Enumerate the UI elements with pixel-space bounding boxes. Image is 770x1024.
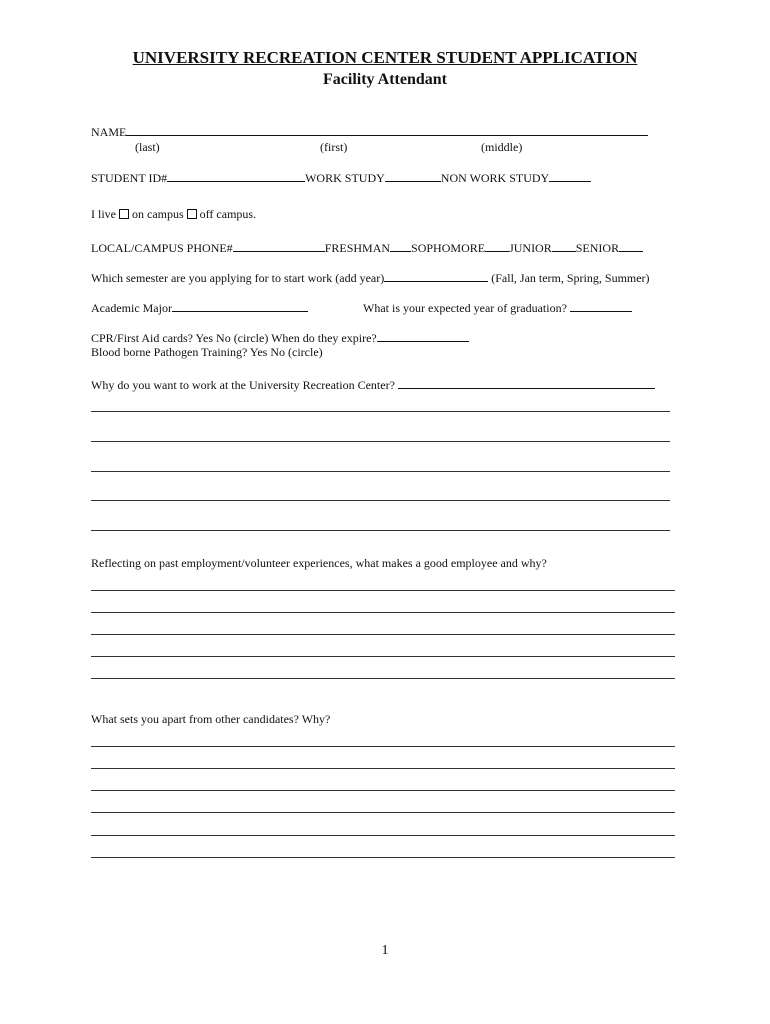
phone-label: LOCAL/CAMPUS PHONE# <box>91 241 233 255</box>
answer-3-line-1[interactable] <box>91 746 675 747</box>
phone-field[interactable] <box>233 240 325 252</box>
answer-2-line-5[interactable] <box>91 678 675 679</box>
sophomore-field[interactable] <box>485 240 509 252</box>
answer-1-line-1[interactable] <box>91 411 670 412</box>
semester-row <box>91 270 650 285</box>
work-study-field[interactable] <box>385 170 441 182</box>
graduation-row <box>363 300 632 315</box>
off-campus-checkbox[interactable] <box>187 209 197 219</box>
page-number: 1 <box>381 943 389 958</box>
on-campus-checkbox[interactable] <box>119 209 129 219</box>
answer-3-line-4[interactable] <box>91 812 675 813</box>
answer-3-line-3[interactable] <box>91 790 675 791</box>
graduation-field[interactable] <box>570 300 632 312</box>
live-prefix: I live <box>91 207 116 221</box>
answer-2-line-1[interactable] <box>91 590 675 591</box>
answer-1-line-4[interactable] <box>91 500 670 501</box>
name-sub-last: (last) <box>135 140 160 154</box>
answer-2-line-4[interactable] <box>91 656 675 657</box>
name-label: NAME <box>91 125 127 139</box>
cpr-label: CPR/First Aid cards? Yes No (circle) When do they expire? <box>91 331 377 345</box>
student-id-row <box>91 170 591 185</box>
form-title: UNIVERSITY RECREATION CENTER STUDENT APPLICATION <box>132 48 638 67</box>
semester-field[interactable] <box>384 270 488 282</box>
name-field[interactable] <box>126 124 648 136</box>
semester-options: (Fall, Jan term, Spring, Summer) <box>491 271 650 285</box>
freshman-label: FRESHMAN <box>324 241 391 255</box>
major-field[interactable] <box>172 300 308 312</box>
on-campus-label: on campus <box>132 207 184 221</box>
phone-row <box>91 240 643 255</box>
graduation-label: What is your expected year of graduation? <box>363 301 567 315</box>
cpr-expire-field[interactable] <box>377 330 469 342</box>
live-row <box>91 207 256 221</box>
non-work-study-field[interactable] <box>549 170 591 182</box>
senior-label: SENIOR <box>575 241 620 255</box>
senior-field[interactable] <box>619 240 643 252</box>
student-id-label: STUDENT ID# <box>91 171 168 185</box>
non-work-study-label: NON WORK STUDY <box>440 171 550 185</box>
name-sub-first: (first) <box>320 140 348 154</box>
off-campus-label: off campus. <box>199 207 257 221</box>
question-3: What sets you apart from other candidates? Why? <box>91 712 331 726</box>
major-row <box>91 300 308 315</box>
question-2: Reflecting on past employment/volunteer experiences, what makes a good employee and why? <box>91 556 547 570</box>
work-study-label: WORK STUDY <box>305 171 385 185</box>
sophomore-label: SOPHOMORE <box>411 241 486 255</box>
freshman-field[interactable] <box>390 240 411 252</box>
answer-2-line-3[interactable] <box>91 634 675 635</box>
major-label: Academic Major <box>91 301 172 315</box>
answer-1-line-2[interactable] <box>91 441 670 442</box>
answer-1-line-5[interactable] <box>91 530 670 531</box>
bbp-label: Blood borne Pathogen Training? Yes No (circle) <box>91 345 323 359</box>
junior-label: JUNIOR <box>509 241 552 255</box>
name-row <box>91 124 648 139</box>
answer-3-line-2[interactable] <box>91 768 675 769</box>
semester-question: Which semester are you applying for to start work (add year) <box>91 271 385 285</box>
student-id-field[interactable] <box>167 170 305 182</box>
question-1-inline-field[interactable] <box>398 377 655 389</box>
form-subtitle: Facility Attendant <box>323 71 447 88</box>
answer-1-line-3[interactable] <box>91 471 670 472</box>
name-sub-middle: (middle) <box>481 140 523 154</box>
answer-2-line-2[interactable] <box>91 612 675 613</box>
junior-field[interactable] <box>552 240 576 252</box>
question-1: Why do you want to work at the University Recreation Center? <box>91 378 395 392</box>
answer-3-line-6[interactable] <box>91 857 675 858</box>
cpr-row <box>91 330 469 345</box>
question-1-row <box>91 377 655 392</box>
answer-3-line-5[interactable] <box>91 835 675 836</box>
